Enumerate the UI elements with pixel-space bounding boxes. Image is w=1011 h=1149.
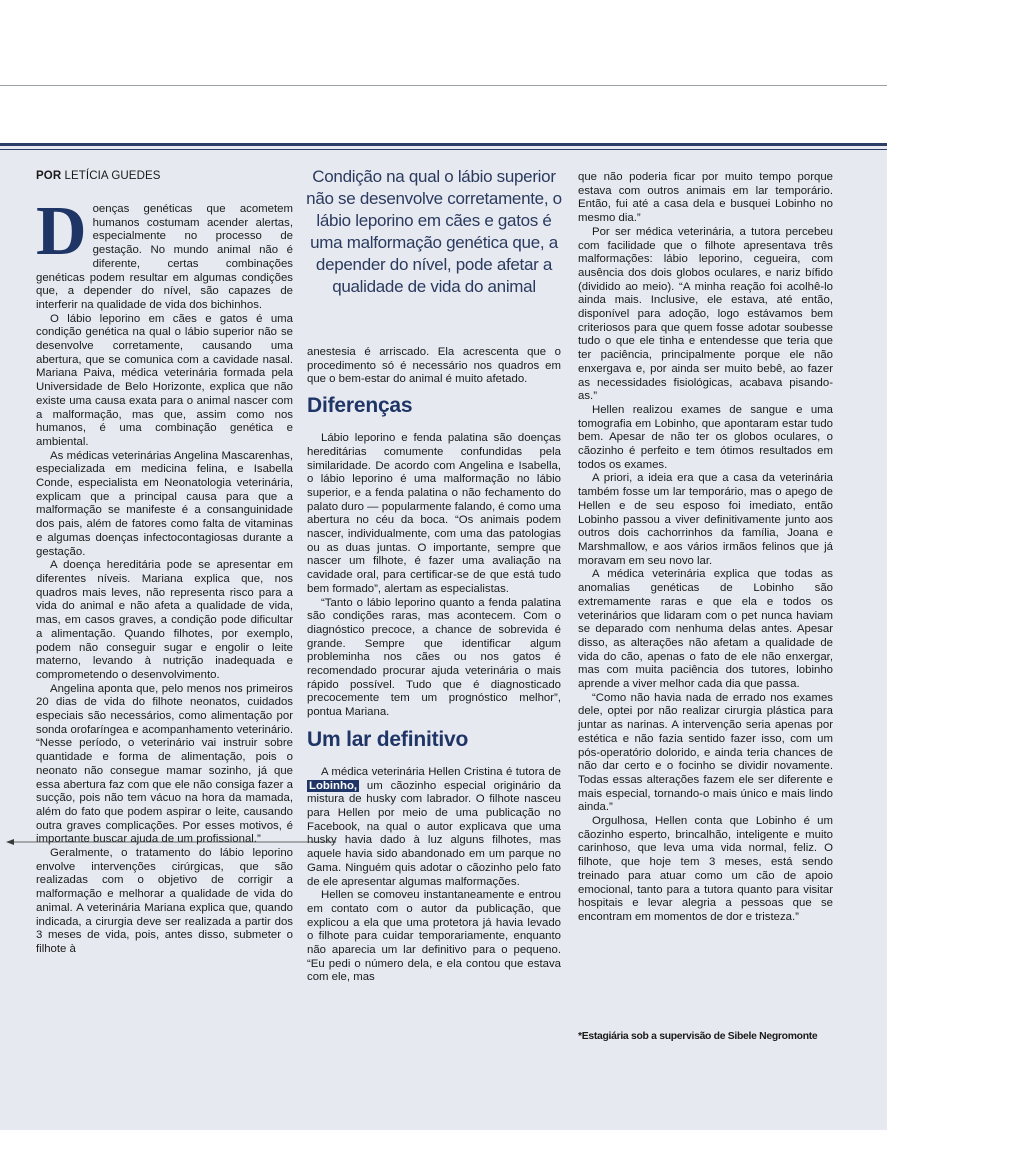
byline-prefix: POR bbox=[36, 170, 62, 182]
lead-paragraph bbox=[36, 193, 293, 313]
paragraph-text: um cãozinho especial originário da mistura de husky com labrador. O filhote nasceu para Hellen por meio de uma publicação no Facebook, na qual o autor explicava que uma husky havia dado à luz alguns filhotes, mas aquele havia sido abandonado em um parque no Gama. Ninguém quis adotar o cãozinho pelo fato de ele apresentar algumas malformações. bbox=[307, 779, 561, 888]
paragraph: As médicas veterinárias Angelina Mascarenhas, especializada em medicina felina, e Isabella Conde, especialista em Neonatologia veterinária, explicam que a principal causa para que a malformação se manifeste é a consanguinidade dos pais, além de fatores como falta de vitaminas e algumas doenças infectocontagiosas durante a gestação. bbox=[36, 449, 293, 558]
header-rule-thick bbox=[0, 143, 887, 146]
paragraph bbox=[307, 766, 561, 889]
byline-author: LETÍCIA GUEDES bbox=[64, 170, 161, 182]
top-divider bbox=[0, 85, 887, 86]
section-heading-diferencas: Diferenças bbox=[307, 394, 413, 418]
paragraph: Hellen se comoveu instantaneamente e entrou em contato com o autor da publicação, que explicou a ela que uma protetora já havia levado o filhote para cuidar temporariamente, enquanto não aparecia um lar definitivo para o pequeno. “Eu pedi o número dela, e ela contou que estava com ele, mas bbox=[307, 889, 561, 984]
credit-note: *Estagiária sob a supervisão de Sibele Negromonte bbox=[578, 1031, 818, 1042]
pull-quote: Condição na qual o lábio superior não se desenvolve corretamente, o lábio leporino em cães e gatos é uma malformação genética que, a depender do nível, pode afetar a qualidade de vida do animal bbox=[306, 167, 562, 296]
paragraph: que não poderia ficar por muito tempo porque estava com outros animais em lar temporário. Então, fui até a casa dela e busquei Lobinho no mesmo dia.” bbox=[578, 171, 833, 225]
paragraph: Geralmente, o tratamento do lábio leporino envolve intervenções cirúrgicas, que são realizadas com o objetivo de corrigir a malformação e melhorar a qualidade de vida do animal. A veterinária Mariana explica que, quando indicada, a cirurgia deve ser realizada a partir dos 3 meses de vida, pois, antes disso, submeter o filhote à bbox=[36, 847, 293, 955]
highlighted-name: Lobinho, bbox=[309, 779, 358, 792]
paragraph-text: A médica veterinária Hellen Cristina é tutora de bbox=[321, 765, 561, 778]
lead-text: oenças genéticas que acometem humanos costumam acender alertas, especialmente no processo de gestação. No mundo animal não é diferente, certas combinações genéticas podem resultar em algumas condições que, a depender do nível, são capazes de interferir na qualidade de vida dos bichinhos. bbox=[36, 203, 293, 311]
paragraph: Lábio leporino e fenda palatina são doenças hereditárias comumente confundidas pela similaridade. De acordo com Angelina e Isabella, o lábio leporino é uma malformação no lábio superior, e a fenda palatina o não fechamento do palato duro — popularmente falando, é como uma abertura no céu da boca. “Os animais podem nascer, individualmente, com uma das patologias ou as duas juntas. O importante, sempre que nascer um filhote, é fazer uma avaliação na cavidade oral, para certificar-se de que está tudo bem formado”, alertam as especialistas. bbox=[307, 432, 561, 595]
paragraph: “Como não havia nada de errado nos exames dele, optei por não realizar cirurgia plástica para juntar as narinas. A intervenção seria apenas por estética e não fazia sentido fazer isso, com um pós-operatório dolorido, e ainda teria chances de não dar certo e o focinho se dividir novamente. Todas essas alterações fazem ele ser diferente e mais especial, tornando-o mais único e mais lindo ainda.” bbox=[578, 691, 833, 814]
article-column-3 bbox=[578, 171, 833, 925]
paragraph: Angelina aponta que, pelo menos nos primeiros 20 dias de vida do filhote neonatos, cuidados especiais são necessários, como alimentação por sonda orofaríngea e acompanhamento veterinário. “Nesse período, o veterinário vai instruir sobre quantidade e forma de alimentação, pois o neonato não consegue mamar sozinho, já que essa abertura faz com que ele não consiga fazer a sucção, pois não tem vácuo na hora da mamada, além do fato que podem aspirar o leite, causando outra graves complicações. Por esses motivos, é importante buscar ajuda de um profissional.” bbox=[36, 682, 293, 846]
pointer-arrow-icon bbox=[6, 837, 336, 847]
paragraph: A doença hereditária pode se apresentar em diferentes níveis. Mariana explica que, nos quadros mais leves, não representa risco para a vida do animal e não afeta a qualidade de vida, mas, em casos graves, a condição pode dificultar a alimentação. Quando filhotes, por exemplo, podem não conseguir sugar e engolir o leite materno, levando à nutrição inadequada e comprometendo o desenvolvimento. bbox=[36, 559, 293, 681]
byline bbox=[36, 170, 161, 182]
paragraph: A médica veterinária explica que todas as anomalias genéticas de Lobinho são extremamente raras e que ela e todos os veterinários que lidaram com o pet nunca haviam se deparado com nenhuma delas antes. Apesar disso, as alterações não afetam a qualidade de vida do cão, apenas o fato de ele não enxergar, mas com muita paciência dos tutores, lobinho aprende a viver melhor cada dia que passa. bbox=[578, 568, 833, 691]
paragraph: Por ser médica veterinária, a tutora percebeu com facilidade que o filhote apresentava três malformações: lábio leporino, cegueira, com ausência dos dois globos oculares, e nariz bífido (dividido ao meio). “A minha reação foi acolhê-lo ainda mais. Inclusive, ele estava, até então, disponível para adoção, logo estávamos bem criteriosos para que quem fosse adotar soubesse tudo o que ele tinha e entendesse que teria que ter paciência, principalmente porque ele não enxergava e, por ainda ser muito bebê, ao fazer as necessidades fisiológicas, acabava pisando-as.” bbox=[578, 225, 833, 403]
header-rule-thin bbox=[0, 149, 887, 150]
drop-cap: D bbox=[36, 193, 87, 270]
paragraph: O lábio leporino em cães e gatos é uma condição genética na qual o lábio superior não se desenvolve corretamente, causando uma abertura, que se comunica com a cavidade nasal. Mariana Paiva, médica veterinária formada pela Universidade de Belo Horizonte, explica que não existe uma causa exata para o animal nascer com a malformação, mas que, assim como nos humanos, é uma combinação genética e ambiental. bbox=[36, 312, 293, 448]
paragraph: “Tanto o lábio leporino quanto a fenda palatina são condições raras, mas acontecem. Com o diagnóstico precoce, a chance de sobrevida é grande. Sempre que identificar algum probleminha nos cães ou nos gatos é recomendado procurar ajuda veterinária o mais rápido possível. Tudo que é diagnosticado precocemente tem um prognóstico melhor”, pontua Mariana. bbox=[307, 596, 561, 719]
paragraph: Orgulhosa, Hellen conta que Lobinho é um cãozinho esperto, brincalhão, inteligente e muito carinhoso, que leva uma vida normal, feliz. O filhote, que hoje tem 3 meses, está sendo treinado para atuar como um cão de apoio emocional, tanto para a tutora quanto para visitar hospitais e levar alegria a pessoas que se encontram em momentos de dor e tristeza.” bbox=[578, 815, 833, 923]
section-heading-lar-definitivo: Um lar definitivo bbox=[307, 727, 469, 751]
paragraph: Hellen realizou exames de sangue e uma tomografia em Lobinho, que apontaram estar tudo bem. Apesar de não ter os globos oculares, o cãozinho é perfeito e tem ótimos resultados em todos os exames. bbox=[578, 403, 833, 471]
paragraph: A priori, a ideia era que a casa da veterinária também fosse um lar temporário, mas o apego de Hellen e de seu esposo foi imediato, então Lobinho passou a viver definitivamente junto aos outros dois cachorrinhos da família, Joana e Marshmallow, e aos vários irmãos felinos que já moravam em seu novo lar. bbox=[578, 472, 833, 567]
paragraph: anestesia é arriscado. Ela acrescenta que o procedimento só é necessário nos quadros em que o bem-estar do animal é muito afetado. bbox=[307, 346, 561, 386]
article-column-2 bbox=[307, 346, 561, 985]
